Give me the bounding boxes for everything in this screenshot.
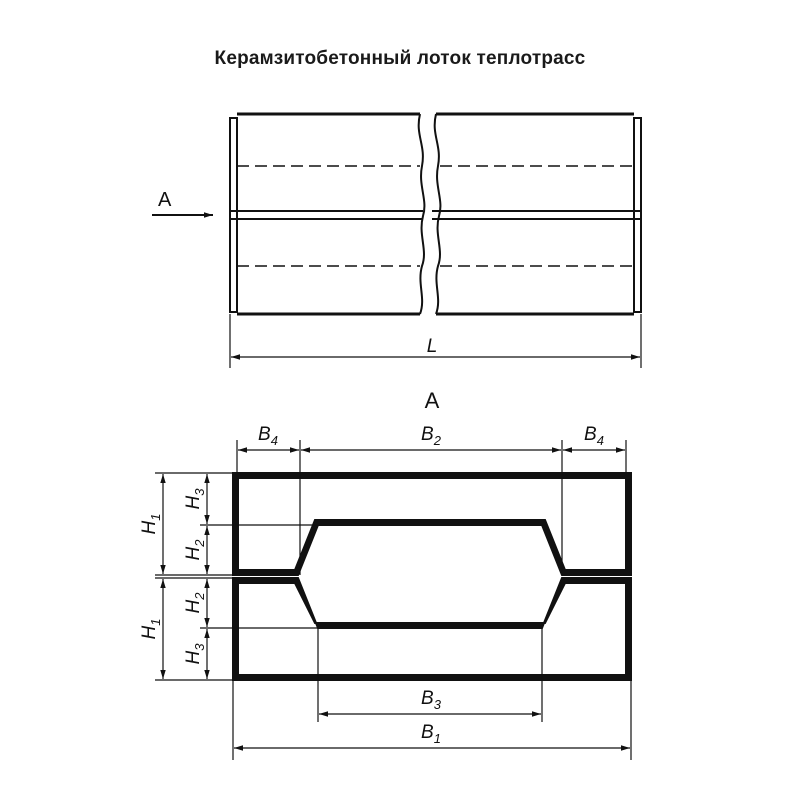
label-b4-right: $B_4$ [584,424,604,448]
drawing-title: Керамзитобетонный лоток теплотрасс [214,48,586,69]
length-label: L [426,336,438,357]
view-arrow-label: A [158,189,172,211]
label-b2: $B_2$ [421,424,441,448]
label-b1: $B_1$ [421,722,441,746]
section-view [155,440,631,760]
right-end-flange [634,118,641,312]
break-line-right [435,114,441,314]
lower-trough-outer [233,578,631,680]
label-h2-bottom: $H_2$ [183,592,207,614]
left-end-flange [230,118,237,312]
break-line-left [419,114,425,314]
section-view-label: A [424,388,440,413]
label-h1-bottom: $H_1$ [139,618,163,640]
label-b3: $B_3$ [421,688,441,712]
label-h2-top: $H_2$ [183,539,207,561]
label-b4-left: $B_4$ [258,424,278,448]
label-h1-top: $H_1$ [139,513,163,535]
plan-view [152,114,641,368]
label-h3-bottom: $H_3$ [183,643,207,665]
label-h3-top: $H_3$ [183,488,207,510]
